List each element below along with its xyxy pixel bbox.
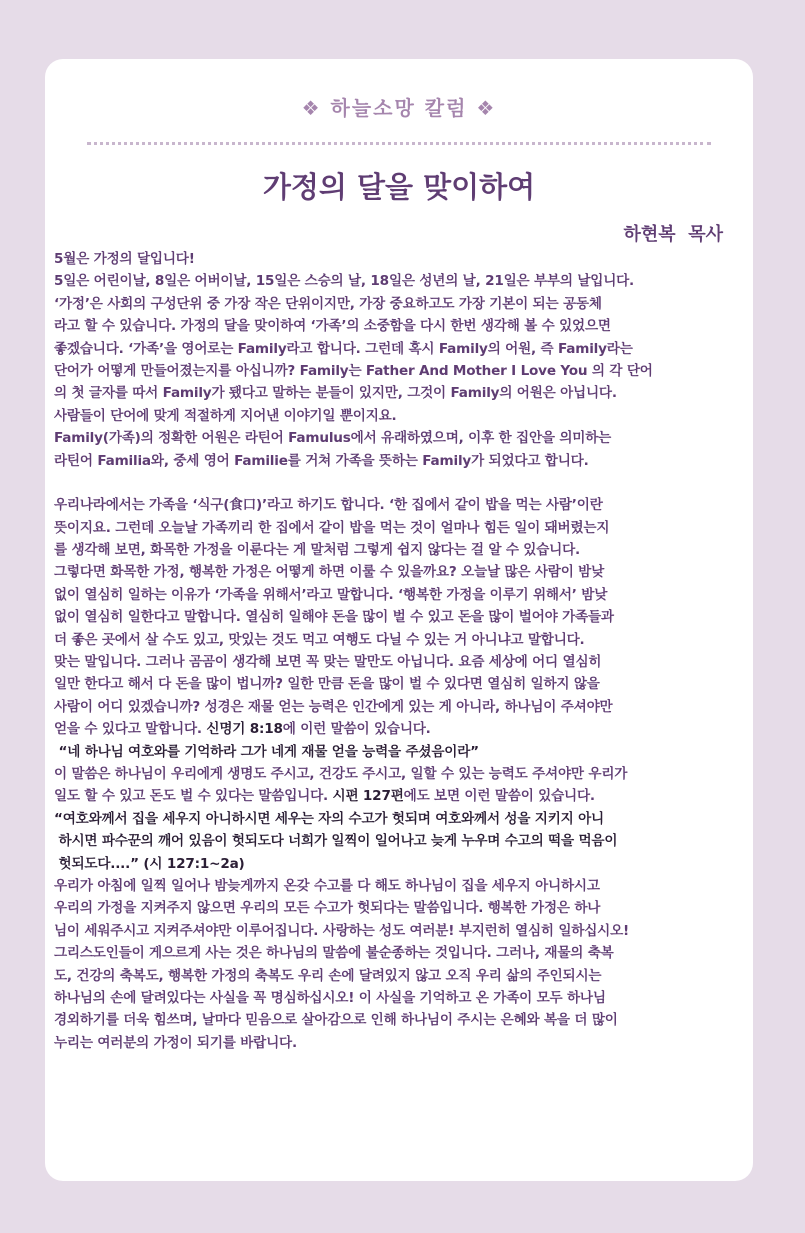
article-title: 가정의 달을 맞이하여	[262, 170, 536, 204]
column-label: 하늘소망 칼럼	[330, 96, 468, 120]
column-card	[45, 59, 753, 1181]
article-author: 하현복 목사	[623, 224, 723, 245]
body-line: 경외하기를 더욱 힘쓰며, 날마다 믿음으로 살아감으로 인해 하나님이 주시는 은혜와 복을 더 많이	[54, 1012, 618, 1029]
body-line: 사람들이 단어에 맞게 적절하게 지어낸 이야기일 뿐이지요.	[54, 407, 397, 424]
scripture-quote: 헛되도다....” (시 127:1~2a)	[54, 855, 245, 872]
body-line: Family(가족)의 정확한 어원은 라틴어 Famulus에서 유래하였으며, 이후 한 집안을 의미하는	[54, 430, 612, 447]
body-line: 5일은 어린이날, 8일은 어버이날, 15일은 스승의 날, 18일은 성년의 날, 21일은 부부의 날입니다.	[54, 273, 635, 290]
body-line: 일도 할 수 있고 돈도 벌 수 있다는 말씀입니다. 시편 127편에도 보면 이런 말씀이 있습니다.	[54, 788, 595, 805]
body-line: 뜻이지요. 그런데 오늘날 가족끼리 한 집에서 같이 밥을 먹는 것이 얼마나 힘든 일이 돼버렸는지	[54, 519, 610, 536]
body-line: 우리나라에서는 가족을 ‘식구(食口)’라고 하기도 합니다. ‘한 집에서 같이 밥을 먹는 사람’이란	[54, 497, 603, 514]
column-header	[45, 95, 753, 121]
body-line: 를 생각해 보면, 화목한 가정을 이룬다는 게 말처럼 그렇게 쉽지 않다는 걸 알 수 있습니다.	[54, 542, 580, 559]
body-line: 더 좋은 곳에서 살 수도 있고, 맛있는 것도 먹고 여행도 다닐 수 있는 거 아니냐고 말합니다.	[54, 631, 585, 648]
body-line: 없이 열심히 일하는 이유가 ‘가족을 위해서’라고 말합니다. ‘행복한 가정을 이루기 위해서’ 밤낮	[54, 586, 608, 603]
body-line: 일만 한다고 해서 다 돈을 많이 법니까? 일한 만큼 돈을 많이 벌 수 있다면 열심히 일하지 않을	[54, 676, 600, 693]
body-line: 이 말씀은 하나님이 우리에게 생명도 주시고, 건강도 주시고, 일할 수 있는 능력도 주셔야만 우리가	[54, 765, 628, 782]
body-line: 얻을 수 있다고 말합니다. 신명기 8:18에 이런 말씀이 있습니다.	[54, 721, 431, 738]
body-line: 님이 세워주시고 지켜주셔야만 이루어집니다. 사랑하는 성도 여러분! 부지런히 열심히 일하십시오!	[54, 922, 630, 939]
scripture-reference: 시편 127편	[332, 788, 404, 805]
scripture-quote: “네 하나님 여호와를 기억하라 그가 네게 재물 얻을 능력을 주셨음이라”	[54, 743, 479, 760]
body-line: 도, 건강의 축복도, 행복한 가정의 축복도 우리 손에 달려있지 않고 오직 우리 삶의 주인되시는	[54, 967, 602, 984]
body-line: 우리가 아침에 일찍 일어나 밤늦게까지 온갖 수고를 다 해도 하나님이 집을 세우지 아니하시고	[54, 877, 600, 894]
body-line	[54, 472, 743, 494]
body-line: 사람이 어디 있겠습니까? 성경은 재물 얻는 능력은 인간에게 있는 게 아니라, 하나님이 주셔야만	[54, 698, 613, 715]
body-line: 라틴어 Familia와, 중세 영어 Familie를 거쳐 가족을 뜻하는 Family가 되었다고 합니다.	[54, 452, 589, 469]
body-line: 의 첫 글자를 따서 Family가 됐다고 말하는 분들이 있지만, 그것이 Family의 어원은 아닙니다.	[54, 385, 617, 402]
body-line: 하나님의 손에 달려있다는 사실을 꼭 명심하십시오! 이 사실을 기억하고 온 가족이 모두 하나님	[54, 989, 606, 1006]
dotted-divider	[87, 142, 711, 145]
body-line: 그렇다면 화목한 가정, 행복한 가정은 어떻게 하면 이룰 수 있을까요? 오늘날 많은 사람이 밤낮	[54, 564, 605, 581]
body-line: ‘가정’은 사회의 구성단위 중 가장 작은 단위이지만, 가장 중요하고도 가장 기본이 되는 공동체	[54, 295, 602, 312]
body-line: 우리의 가정을 지켜주지 않으면 우리의 모든 수고가 헛되다는 말씀입니다. 행복한 가정은 하나	[54, 900, 601, 917]
diamond-ornament-icon: ❖	[301, 96, 322, 120]
body-line: 누리는 여러분의 가정이 되기를 바랍니다.	[54, 1034, 297, 1051]
article-body	[54, 248, 753, 1054]
body-line: 없이 열심히 일한다고 말합니다. 열심히 일해야 돈을 많이 벌 수 있고 돈을 많이 벌어야 가족들과	[54, 609, 614, 626]
diamond-ornament-icon: ❖	[476, 96, 497, 120]
scripture-quote: “여호와께서 집을 세우지 아니하시면 세우는 자의 수고가 헛되며 여호와께서 성을 지키지 아니	[54, 810, 604, 827]
body-line: 단어가 어떻게 만들어졌는지를 아십니까? Family는 Father And Mother I Love You 의 각 단어	[54, 362, 653, 379]
scripture-reference: 신명기 8:18	[206, 721, 283, 738]
body-line: 맞는 말입니다. 그러나 곰곰이 생각해 보면 꼭 맞는 말만도 아닙니다. 요즘 세상에 어디 열심히	[54, 654, 602, 671]
body-line: 좋겠습니다. ‘가족’을 영어로는 Family라고 합니다. 그런데 혹시 Family의 어원, 즉 Family라는	[54, 340, 633, 357]
body-line: 5월은 가정의 달입니다!	[54, 251, 195, 267]
body-line: 그리스도인들이 게으르게 사는 것은 하나님의 말씀에 불순종하는 것입니다. 그러나, 재물의 축복	[54, 945, 614, 962]
scripture-quote: 하시면 파수꾼의 깨어 있음이 헛되도다 너희가 일찍이 일어나고 늦게 누우며 수고의 떡을 먹음이	[54, 833, 618, 850]
body-line: 라고 할 수 있습니다. 가정의 달을 맞이하여 ‘가족’의 소중함을 다시 한번 생각해 볼 수 있었으면	[54, 318, 611, 335]
